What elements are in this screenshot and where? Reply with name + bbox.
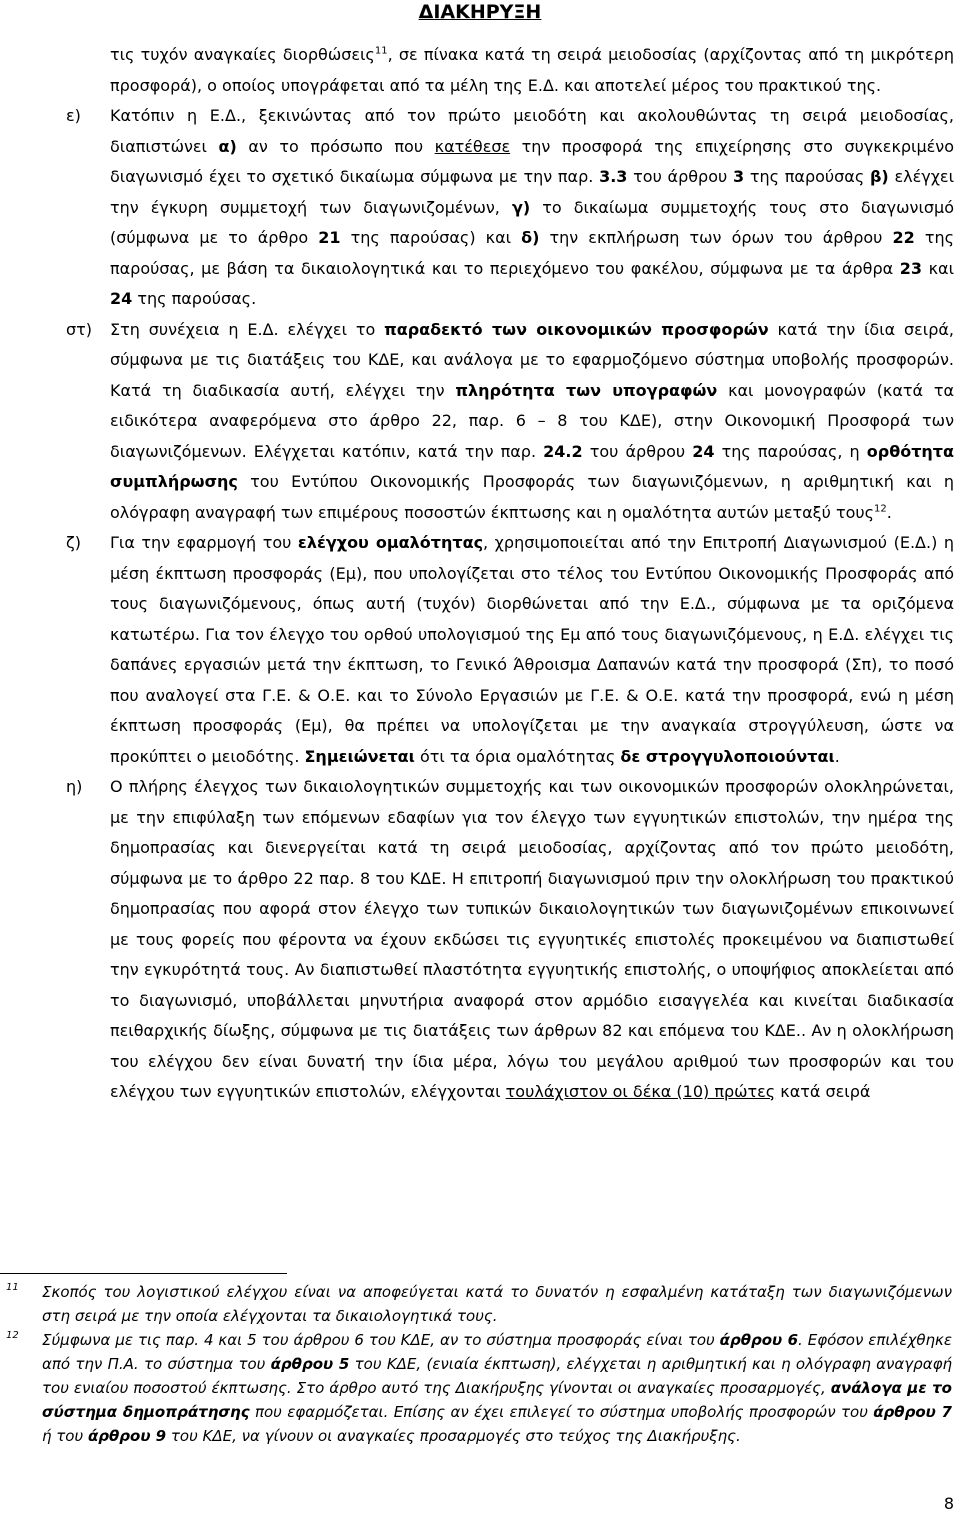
footnote-ref-11[interactable]: 11 (374, 45, 388, 57)
footnotes (0, 1280, 952, 1448)
item-label: η) (66, 777, 83, 796)
item-label: στ) (66, 319, 93, 339)
list-item-i (66, 772, 954, 1108)
intro-paragraph (110, 40, 954, 101)
item-text: Για την εφαρμογή του ελέγχου ομαλότητας, χρησιμοποιείται από την Επιτροπή Διαγωνισμού (Ε.Δ.) η μέση έκπτωση προσφοράς (Εμ), που υπολογίζεται στο τέλος του Εντύπου Οικονομικής Προσφοράς από τους διαγωνιζόμενους, όπως αυτή (τυχόν) διορθώνεται από την Ε.Δ., σύμφωνα με τα οριζόμενα κατωτέρω. Για τον έλεγχο του ορθού υπολογισμού της Εμ από τους διαγωνιζόμενους, η Ε.Δ. ελέγχει τις δαπάνες εργασιών μετά την έκπτωση, το Γενικό Άθροισμα Δαπανών κατά την προσφορά (Σπ), το ποσό που αναλογεί στα Γ.Ε. & Ο.Ε. και το Σύνολο Εργασιών με Γ.Ε. & Ο.Ε. κατά την προσφορά, ενώ η μέση έκπτωση προσφοράς (Εμ), θα πρέπει να υπολογίζεται με την αναγκαία στρογγύλευση, ώστε να προκύπτει ο μειοδότης. Σημειώνεται ότι τα όρια ομαλότητας δε στρογγυλοποιούνται. (110, 533, 954, 766)
intro-text-continued: , σε πίνακα κατά τη σειρά μειοδοσίας (αρχίζοντας από τη μικρότερη προσφορά), ο οποίος υπογράφεται από τα μέλη της Ε.Δ. και αποτελεί μέρος του πρακτικού της. (110, 45, 954, 95)
footnote-number: 12 (6, 1330, 19, 1341)
item-text: Ο πλήρης έλεγχος των δικαιολογητικών συμμετοχής και των οικονομικών προσφορών ολοκληρώνεται, με την επιφύλαξη των επόμενων εδαφίων για τον έλεγχο των εγγυητικών επιστολών, την ημέρα της δημοπρασίας και διενεργείται κατά τη σειρά μειοδοσίας, αρχίζοντας από τον πρώτο μειοδότη, σύμφωνα με το άρθρο 22 παρ. 8 του ΚΔΕ. Η επιτροπή διαγωνισμού πριν την ολοκλήρωση του πρακτικού δημοπρασίας που αφορά στον έλεγχο των τυπικών δικαιολογητικών των διαγωνιζομένων επικοινωνεί με τους φορείς που φέροντα να έχουν εκδώσει τις εγγυητικές επιστολές προκειμένου να διαπιστωθεί την εγκυρότητά τους. Αν διαπιστωθεί πλαστότητα εγγυητικής επιστολής, ο υποψήφιος αποκλείεται από το διαγωνισμό, υποβάλλεται μηνυτήρια αναφορά στον αρμόδιο εισαγγελέα και κινείται διαδικασία πειθαρχικής δίωξης, σύμφωνα με τις διατάξεις των άρθρων 82 και επόμενα του ΚΔΕ.. Αν η ολοκλήρωση του ελέγχου δεν είναι δυνατή την ίδια μέρα, λόγω του μεγάλου αριθμού των προσφορών και του ελέγχου των εγγυητικών επιστολών, ελέγχονται τουλάχιστον οι δέκα (10) πρώτες κατά σειρά (110, 777, 954, 1101)
footnote-ref-12[interactable]: 12 (874, 503, 887, 515)
list-item-z (66, 528, 954, 772)
list-item-st (66, 315, 954, 529)
document-title: ΔΙΑΚΗΡΥΞΗ (418, 1, 542, 23)
footnote-11 (0, 1280, 952, 1328)
footnote-text: Σύμφωνα με τις παρ. 4 και 5 του άρθρου 6 του ΚΔΕ, αν το σύστημα προσφοράς είναι του άρθρου 6. Εφόσον επιλέχθηκε από την Π.Α. το σύστημα του άρθρου 5 του ΚΔΕ, (ενιαία έκπτωση), ελέγχεται η αριθμητική και η ολόγραφη αναγραφή του ενιαίου ποσοστού έκπτωσης. Στο άρθρο αυτό της Διακήρυξης γίνονται οι αναγκαίες προσαρμογές, ανάλογα με το σύστημα δημοπράτησης που εφαρμόζεται. Επίσης αν έχει επιλεγεί το σύστημα υποβολής προσφορών του άρθρου 7 ή του άρθρου 9 του ΚΔΕ, να γίνουν οι αναγκαίες προσαρμογές στο τεύχος της Διακήρυξης. (42, 1331, 952, 1445)
footnote-text: Σκοπός του λογιστικού ελέγχου είναι να αποφεύγεται κατά το δυνατόν η εσφαλμένη κατάταξη των διαγωνιζόμενων στη σειρά με την οποία ελέγχονται τα δικαιολογητικά τους. (42, 1283, 952, 1325)
item-label: ε) (66, 106, 81, 125)
main-body (66, 40, 954, 1108)
item-text: Κατόπιν η Ε.Δ., ξεκινώντας από τον πρώτο μειοδότη και ακολουθώντας τη σειρά μειοδοσίας, διαπιστώνει α) αν το πρόσωπο που κατέθεσε την προσφορά της επιχείρησης στο συγκεκριμένο διαγωνισμό έχει το σχετικό δικαίωμα σύμφωνα με την παρ. 3.3 του άρθρου 3 της παρούσας β) ελέγχει την έγκυρη συμμετοχή των διαγωνιζομένων, γ) το δικαίωμα συμμετοχής τους στο διαγωνισμό (σύμφωνα με το άρθρο 21 της παρούσας) και δ) την εκπλήρωση των όρων του άρθρου 22 της παρούσας, με βάση τα δικαιολογητικά και το περιεχόμενο του φακέλου, σύμφωνα με τα άρθρα 23 και 24 της παρούσας. (110, 106, 955, 308)
item-label: ζ) (66, 533, 81, 552)
footnote-12 (0, 1328, 952, 1448)
item-text: Στη συνέχεια η Ε.Δ. ελέγχει το παραδεκτό των οικονομικών προσφορών κατά την ίδια σειρά, σύμφωνα με τις διατάξεις του ΚΔΕ, και ανάλογα με το εφαρμοζόμενο σύστημα υποβολής προσφορών. Κατά τη διαδικασία αυτή, ελέγχει την πληρότητα των υπογραφών και μονογραφών (κατά τα ειδικότερα αναφερόμενα στο άρθρο 22, παρ. 6 – 8 του ΚΔΕ), στην Οικονομική Προσφορά των διαγωνιζόμενων. Ελέγχεται κατόπιν, κατά την παρ. 24.2 του άρθρου 24 της παρούσας, η ορθότητα συμπλήρωσης του Εντύπου Οικονομικής Προσφοράς των διαγωνιζόμενων, η αριθμητική και η ολόγραφη αναγραφή των επιμέρους ποσοστών έκπτωσης και η ομαλότητα αυτών μεταξύ τους$^{12}$. (110, 319, 955, 522)
intro-text: τις τυχόν αναγκαίες διορθώσεις (110, 45, 375, 64)
footnote-divider (0, 1273, 287, 1274)
page-number: 8 (943, 1494, 954, 1513)
footnote-number: 11 (6, 1282, 19, 1293)
list-item-e (66, 101, 954, 315)
